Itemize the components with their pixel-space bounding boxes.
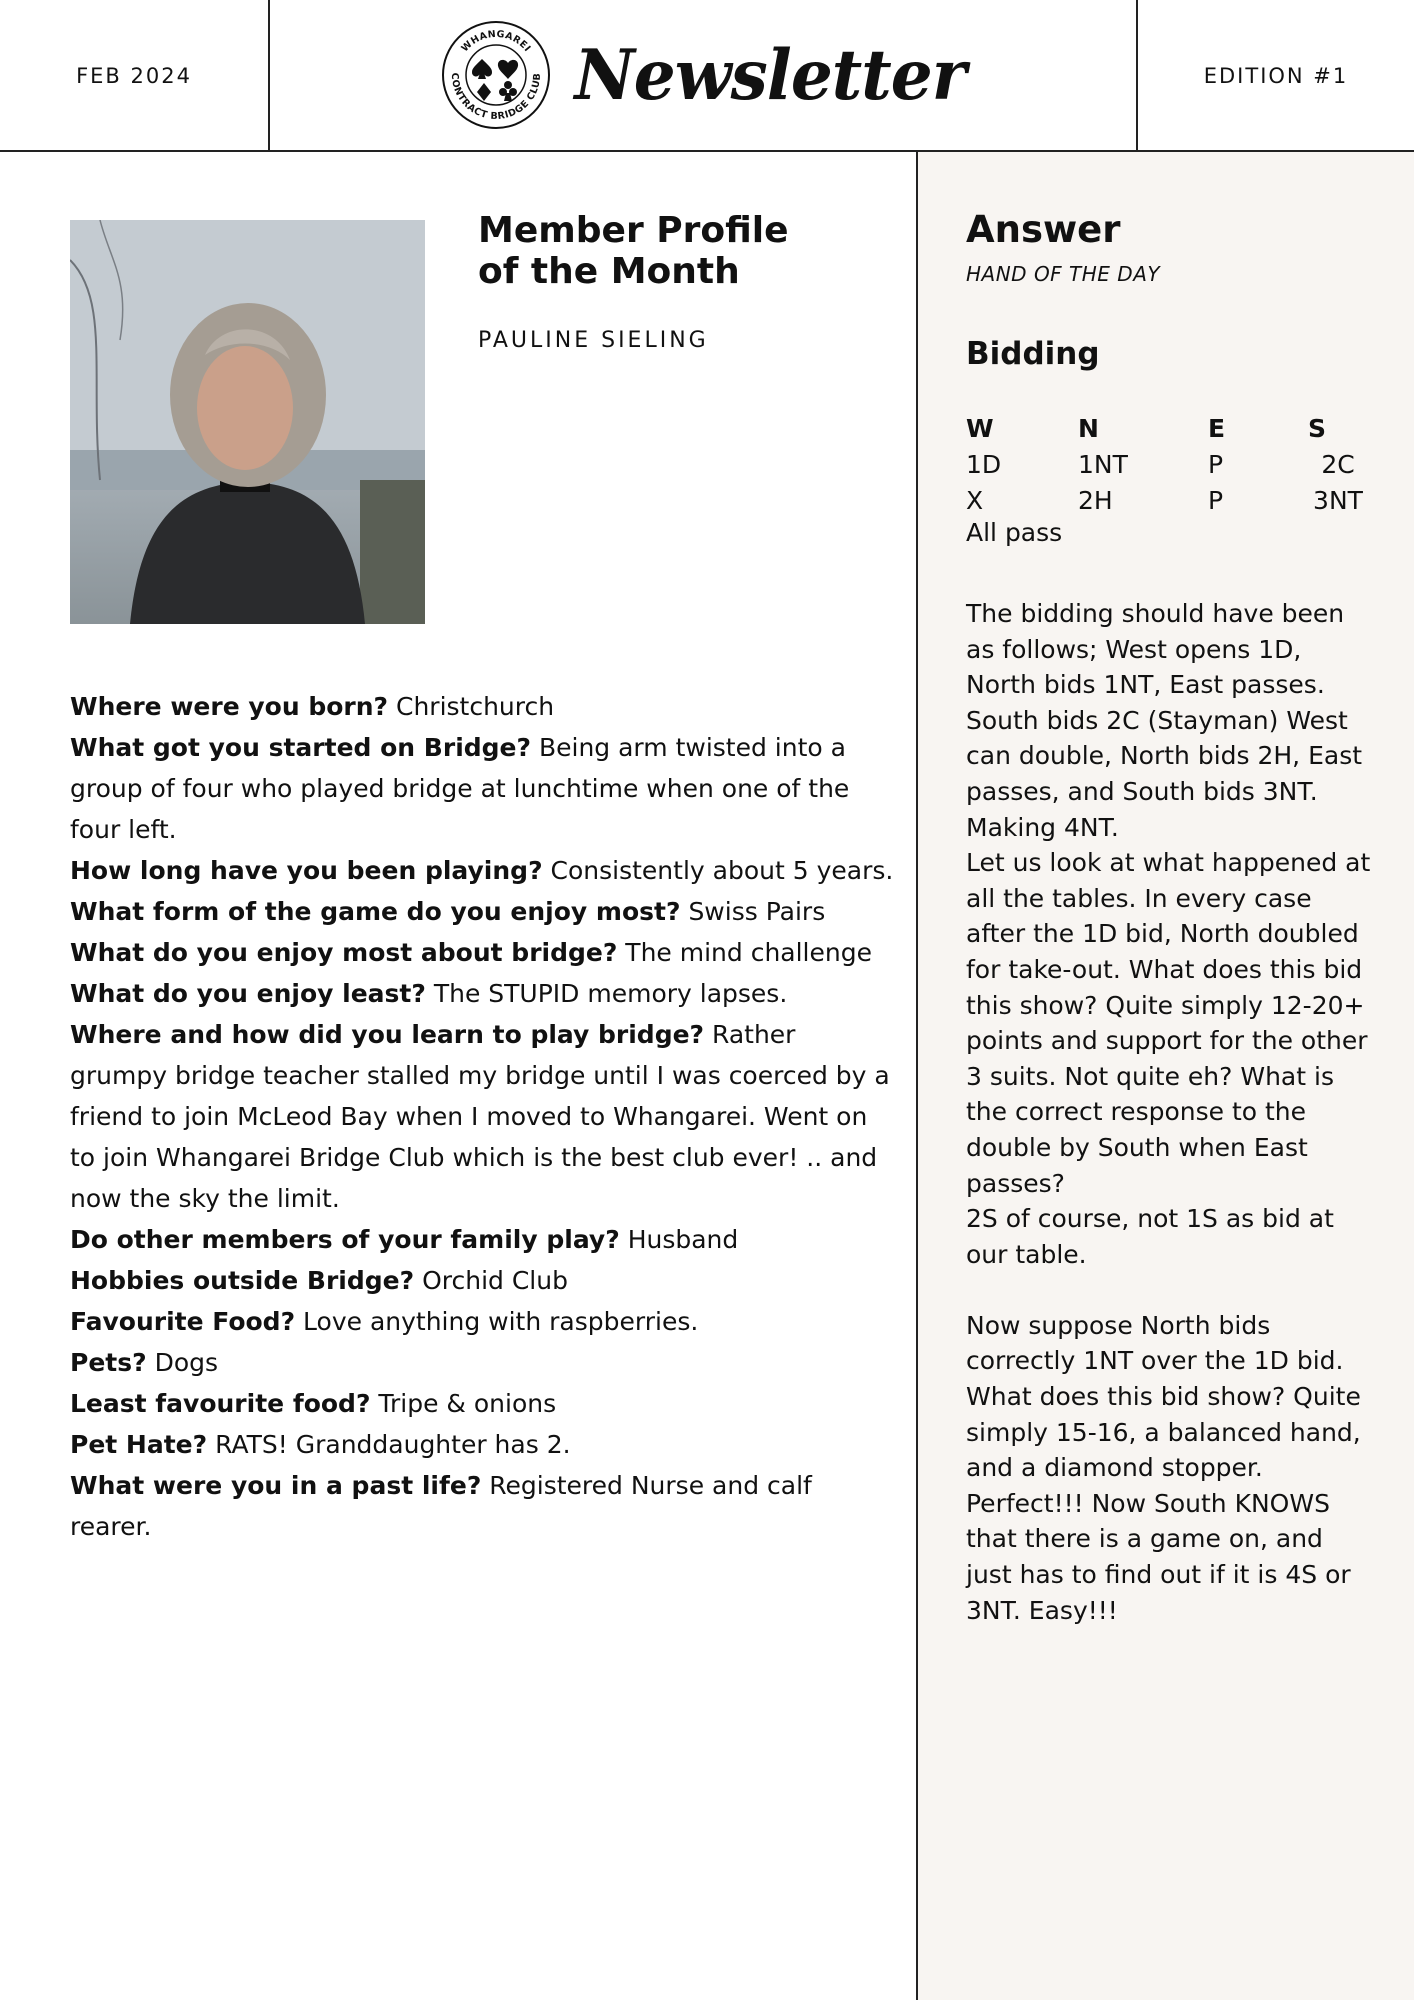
- qa-item: [70, 1260, 900, 1301]
- qa-question: Do other members of your family play?: [70, 1225, 620, 1254]
- qa-question: What were you in a past life?: [70, 1471, 482, 1500]
- newsletter-header: [0, 0, 1414, 152]
- qa-item: [70, 1219, 900, 1260]
- profile-title-line2: of the Month: [478, 251, 740, 292]
- qa-question: What do you enjoy least?: [70, 979, 426, 1008]
- answer-paragraph: Now suppose North bids correctly 1NT over the 1D bid. What does this bid show? Quite simply 15-16, a balanced hand, and a diamond stopper. Perfect!!! Now South KNOWS that there is a game on, and just has to find out if it is 4S or 3NT. Easy!!!: [966, 1310, 1361, 1625]
- bidding-row: [966, 446, 1368, 482]
- qa-item: [70, 973, 900, 1014]
- qa-question: How long have you been playing?: [70, 856, 543, 885]
- edition-number: EDITION #1: [1203, 64, 1349, 88]
- qa-item: [70, 850, 900, 891]
- qa-answer: Christchurch: [395, 692, 555, 721]
- all-pass-text: All pass: [966, 518, 1063, 547]
- qa-question: Least favourite food?: [70, 1389, 371, 1418]
- paragraph-spacer: [966, 1272, 1376, 1308]
- qa-answer: Love anything with raspberries.: [303, 1307, 699, 1336]
- qa-item: [70, 932, 900, 973]
- bid-header-south: S: [1308, 413, 1327, 443]
- bid-cell: 2C: [1321, 449, 1355, 479]
- qa-answer: Registered Nurse and calf rearer.: [70, 1471, 812, 1541]
- column-divider: [916, 152, 918, 2000]
- qa-answer: Orchid Club: [422, 1266, 568, 1295]
- bidding-header-row: [966, 410, 1368, 446]
- qa-question: Pet Hate?: [70, 1430, 208, 1459]
- qa-answer: Husband: [627, 1225, 739, 1254]
- qa-answer: Dogs: [154, 1348, 219, 1377]
- qa-item: [70, 1465, 900, 1547]
- issue-date: FEB 2024: [76, 64, 192, 88]
- bid-header-east: E: [1208, 413, 1226, 443]
- qa-answer: Being arm twisted into a group of four who played bridge at lunchtime when one of the four left.: [70, 733, 850, 844]
- bid-cell: 2H: [1078, 485, 1113, 515]
- answer-paragraph: Let us look at what happened at all the tables. In every case after the 1D bid, North doubled for take-out. What does this bid this show? Quite simply 12-20+ points and support for the other 3 suits. Not quite eh? What is the correct response to the double by South when East passes?: [966, 848, 1371, 1198]
- club-logo: [440, 19, 552, 131]
- profile-title: [478, 210, 898, 292]
- qa-question: Favourite Food?: [70, 1307, 296, 1336]
- logo-text-top: WHANGAREI: [459, 28, 534, 55]
- bid-cell: X: [966, 485, 984, 515]
- qa-answer: The STUPID memory lapses.: [433, 979, 788, 1008]
- qa-question: Pets?: [70, 1348, 147, 1377]
- qa-question: What form of the game do you enjoy most?: [70, 897, 681, 926]
- qa-item: [70, 1014, 900, 1219]
- qa-answer: Tripe & onions: [378, 1389, 557, 1418]
- logo-text-bottom: CONTRACT BRIDGE CLUB: [449, 72, 544, 123]
- qa-answer: RATS! Granddaughter has 2.: [215, 1430, 571, 1459]
- qa-answer: Consistently about 5 years.: [550, 856, 894, 885]
- qa-question: What got you started on Bridge?: [70, 733, 532, 762]
- qa-item: [70, 1301, 900, 1342]
- profile-qa-list: [70, 686, 900, 1547]
- bid-header-west: W: [966, 413, 994, 443]
- masthead: [270, 0, 1136, 150]
- bid-header-north: N: [1078, 413, 1099, 443]
- answer-title: Answer: [966, 208, 1121, 251]
- qa-item: [70, 1383, 900, 1424]
- bidding-title: Bidding: [966, 336, 1100, 372]
- bid-cell: 1NT: [1078, 449, 1128, 479]
- bidding-table: [966, 410, 1368, 518]
- qa-question: Where and how did you learn to play bridge?: [70, 1020, 705, 1049]
- answer-explanation: [966, 596, 1376, 1628]
- member-photo: [70, 220, 425, 624]
- qa-item: [70, 686, 900, 727]
- bid-cell: 3NT: [1313, 485, 1363, 515]
- bid-cell: 1D: [966, 449, 1002, 479]
- qa-item: [70, 727, 900, 850]
- bidding-row: [966, 482, 1368, 518]
- qa-answer: Swiss Pairs: [688, 897, 826, 926]
- newsletter-title: Newsletter: [574, 34, 966, 116]
- profile-title-line1: Member Profile: [478, 210, 789, 251]
- bid-cell: P: [1208, 449, 1224, 479]
- qa-question: Hobbies outside Bridge?: [70, 1266, 415, 1295]
- qa-item: [70, 891, 900, 932]
- answer-paragraph: 2S of course, not 1S as bid at our table.: [966, 1204, 1334, 1269]
- qa-question: What do you enjoy most about bridge?: [70, 938, 618, 967]
- qa-answer: Rather grumpy bridge teacher stalled my bridge until I was coerced by a friend to join McLeod Bay when I moved to Whangarei. Went on to join Whangarei Bridge Club which is the best club ever! .. and now the sky the limit.: [70, 1020, 890, 1213]
- qa-item: [70, 1424, 900, 1465]
- qa-question: Where were you born?: [70, 692, 389, 721]
- qa-answer: The mind challenge: [625, 938, 872, 967]
- answer-subtitle: HAND OF THE DAY: [966, 262, 1161, 286]
- bid-cell: P: [1208, 485, 1224, 515]
- qa-item: [70, 1342, 900, 1383]
- answer-paragraph: The bidding should have been as follows; West opens 1D, North bids 1NT, East passes. South bids 2C (Stayman) West can double, North bids 2H, East passes, and South bids 3NT. Making 4NT.: [966, 599, 1363, 842]
- member-name: PAULINE SIELING: [478, 328, 709, 353]
